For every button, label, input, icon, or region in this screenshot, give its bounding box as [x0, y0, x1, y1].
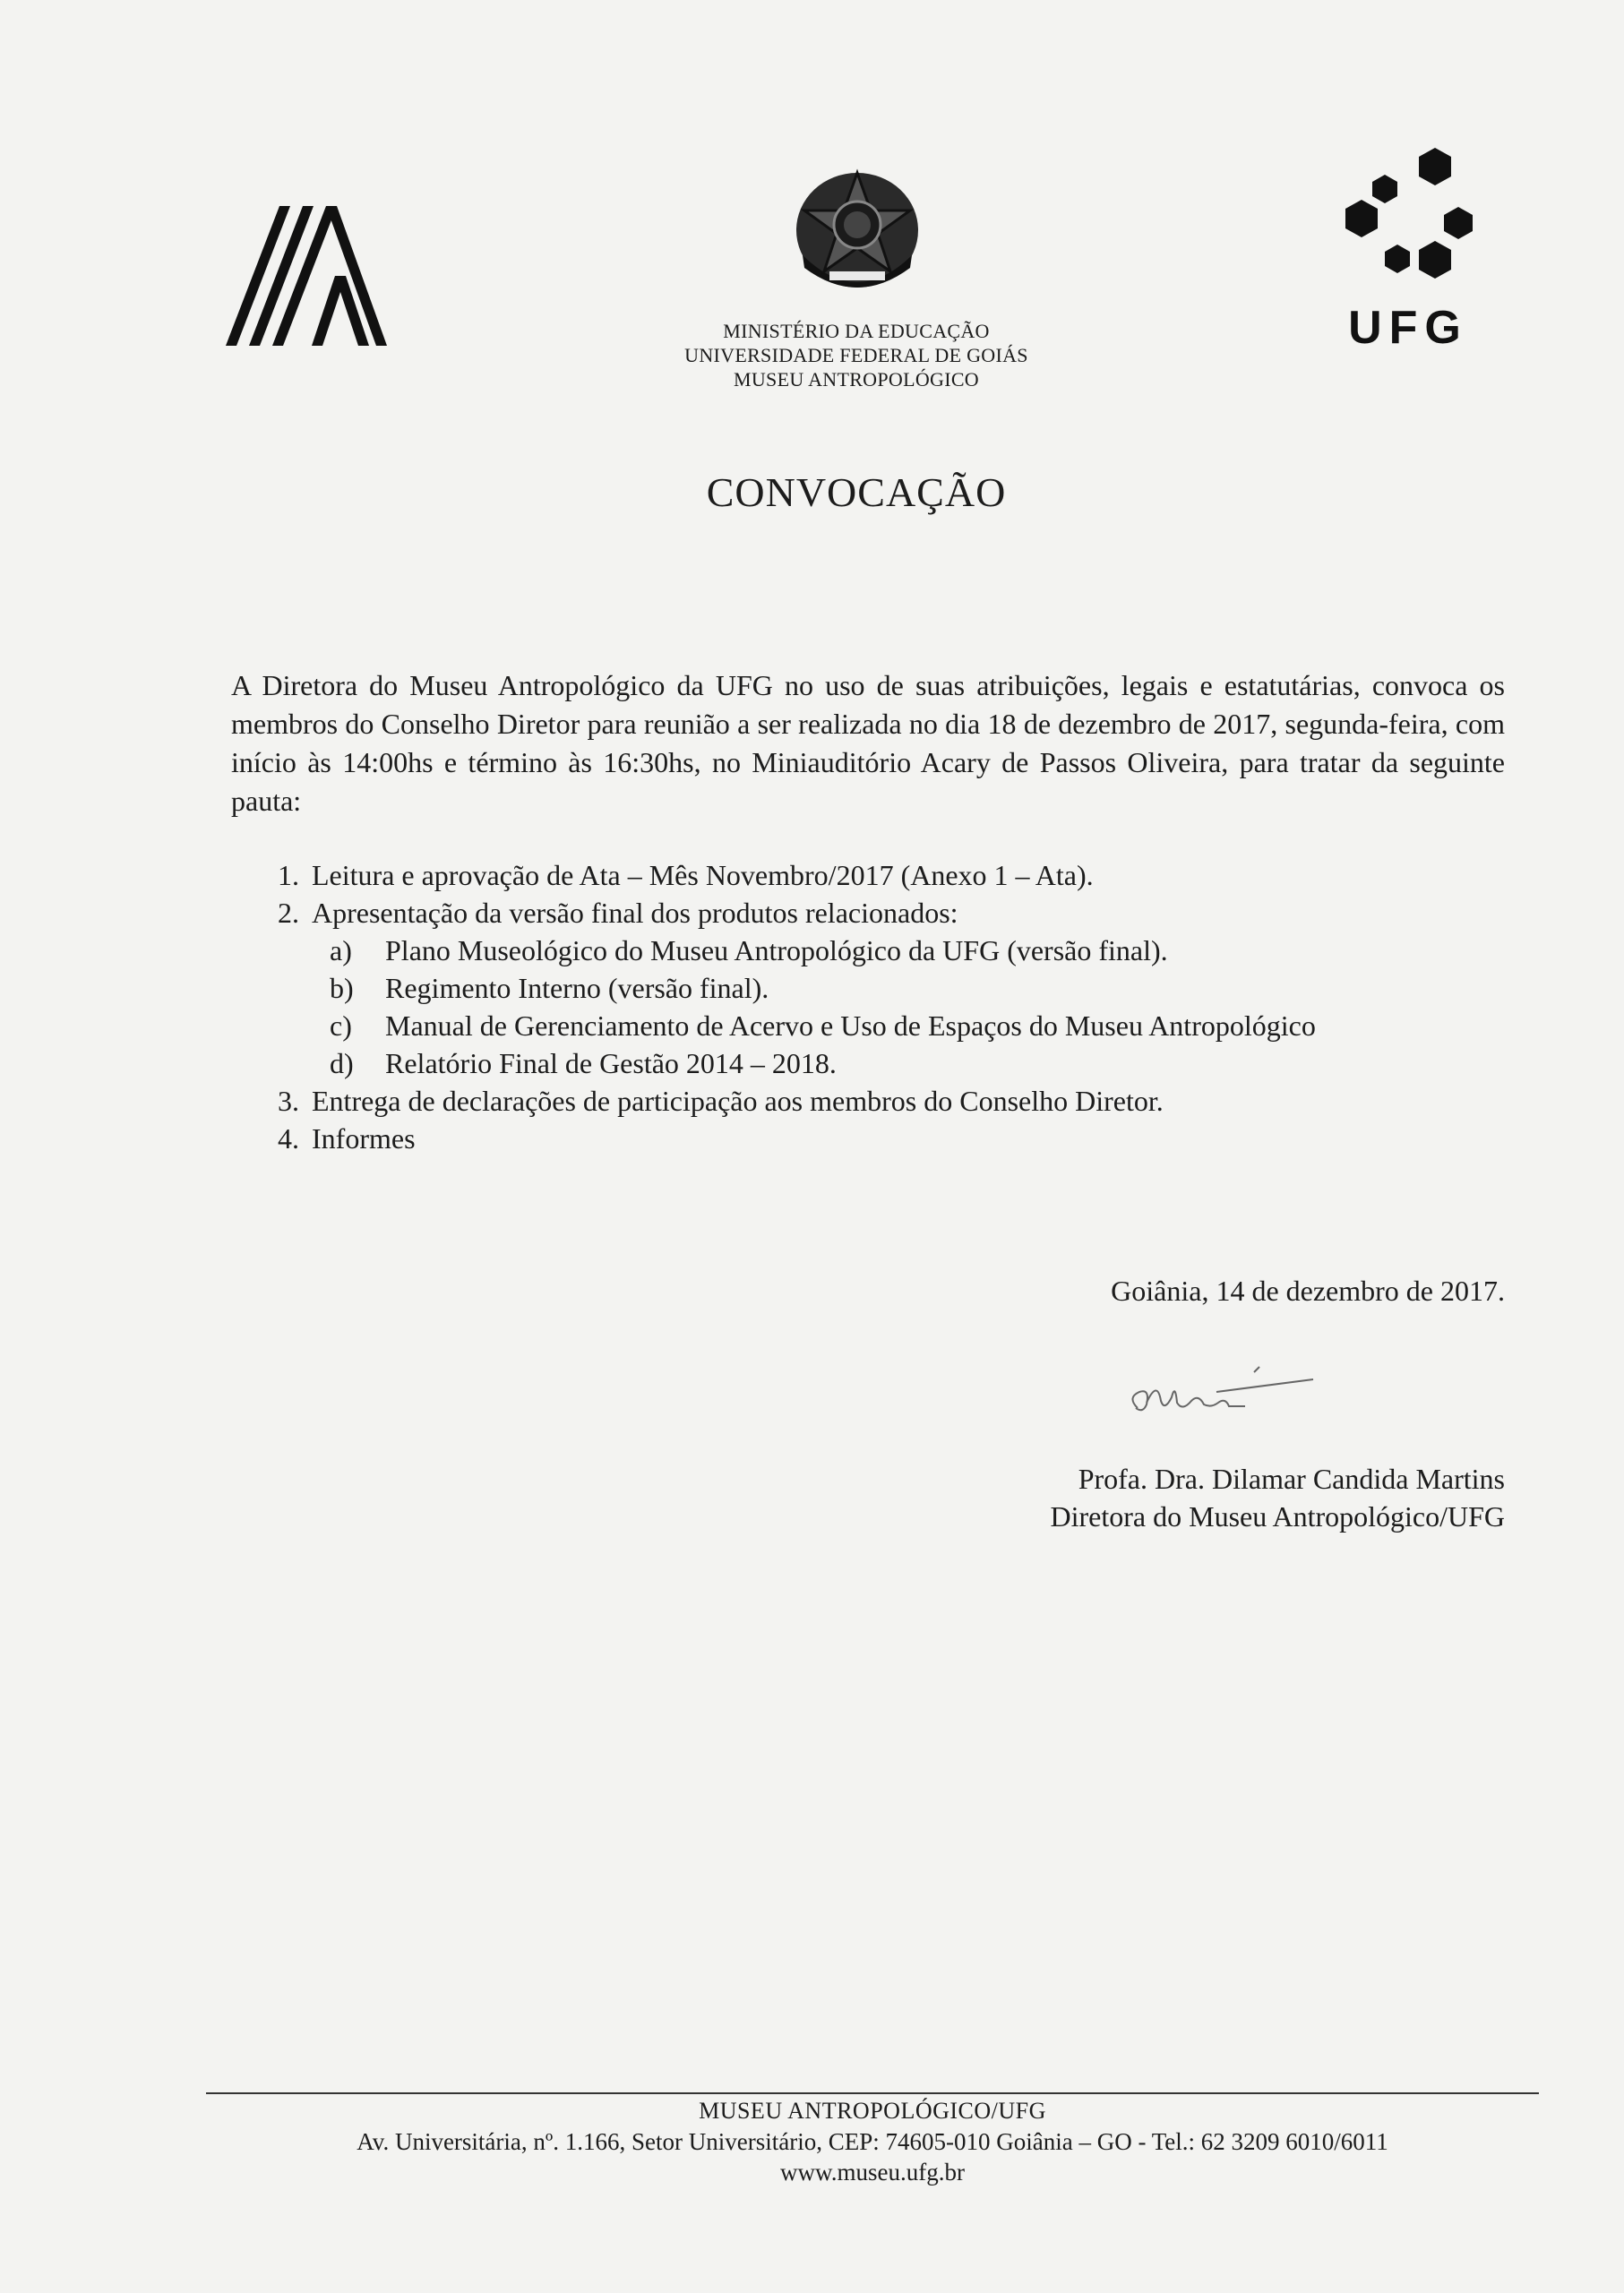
agenda-subitem-text: Manual de Gerenciamento de Acervo e Uso de Espaços do Museu Antropológico [385, 1009, 1316, 1042]
header-ministry: MINISTÉRIO DA EDUCAÇÃO [723, 320, 990, 342]
agenda-subitem-text: Regimento Interno (versão final). [385, 972, 769, 1004]
agenda-item-1 [278, 856, 1532, 894]
footer [206, 2096, 1539, 2187]
agenda-subitem-letter: b) [330, 972, 354, 1004]
agenda-subitem-text: Relatório Final de Gestão 2014 – 2018. [385, 1047, 837, 1079]
intro-paragraph: A Diretora do Museu Antropológico da UFG no uso de suas atribuições, legais e estatutárias, convoca os membros do Conselho Diretor para reunião a ser realizada no dia 18 de dezembro de 2017, segunda-feira, com início às 14:00hs e término às 16:30hs, no Miniauditório Acary de Passos Oliveira, para tratar da seguinte pauta: [231, 669, 1505, 817]
museum-logo [226, 206, 387, 349]
signatory-role: Diretora do Museu Antropológico/UFG [1050, 1500, 1505, 1533]
agenda-item-number: 2. [278, 897, 299, 929]
footer-address: Av. Universitária, nº. 1.166, Setor Universitário, CEP: 74605-010 Goiânia – GO - Tel.: 62 3209 6010/6011 [357, 2128, 1388, 2155]
footer-institution: MUSEU ANTROPOLÓGICO/UFG [699, 2098, 1046, 2124]
agenda-item-text: Informes [312, 1122, 416, 1155]
agenda-item-2 [278, 894, 1532, 932]
agenda-list [278, 856, 1532, 1157]
agenda-item-number: 4. [278, 1122, 299, 1155]
agenda-subitem-text: Plano Museológico do Museu Antropológico da UFG (versão final). [385, 934, 1168, 966]
agenda-item-number: 3. [278, 1085, 299, 1117]
coat-of-arms-icon [785, 157, 930, 300]
place-and-date: Goiânia, 14 de dezembro de 2017. [1111, 1275, 1505, 1307]
agenda-subitem-a [278, 932, 1532, 969]
agenda-item-4 [278, 1120, 1532, 1157]
ufg-logo [1335, 148, 1478, 354]
agenda-subitem-b [278, 969, 1532, 1007]
header-museum: MUSEU ANTROPOLÓGICO [734, 368, 979, 391]
ufg-logo-text: UFG [1348, 302, 1468, 354]
footer-divider [206, 2092, 1539, 2094]
agenda-subitem-letter: d) [330, 1047, 354, 1079]
signatory-name: Profa. Dra. Dilamar Candida Martins [1078, 1463, 1505, 1495]
handwritten-signature [1111, 1361, 1326, 1433]
agenda-subitem-d [278, 1044, 1532, 1082]
letterhead [543, 319, 1170, 391]
agenda-item-number: 1. [278, 859, 299, 891]
footer-website: www.museu.ufg.br [780, 2159, 965, 2186]
header-university: UNIVERSIDADE FEDERAL DE GOIÁS [684, 344, 1028, 366]
agenda-item-text: Leitura e aprovação de Ata – Mês Novembro/2017 (Anexo 1 – Ata). [312, 859, 1094, 891]
agenda-subitem-letter: c) [330, 1009, 352, 1042]
document-title: CONVOCAÇÃO [706, 469, 1007, 515]
agenda-subitem-letter: a) [330, 934, 352, 966]
agenda-item-text: Apresentação da versão final dos produtos relacionados: [312, 897, 958, 929]
signatory-block [1051, 1460, 1506, 1535]
agenda-item-3 [278, 1082, 1532, 1120]
agenda-subitem-c [278, 1007, 1532, 1044]
agenda-item-text: Entrega de declarações de participação aos membros do Conselho Diretor. [312, 1085, 1164, 1117]
